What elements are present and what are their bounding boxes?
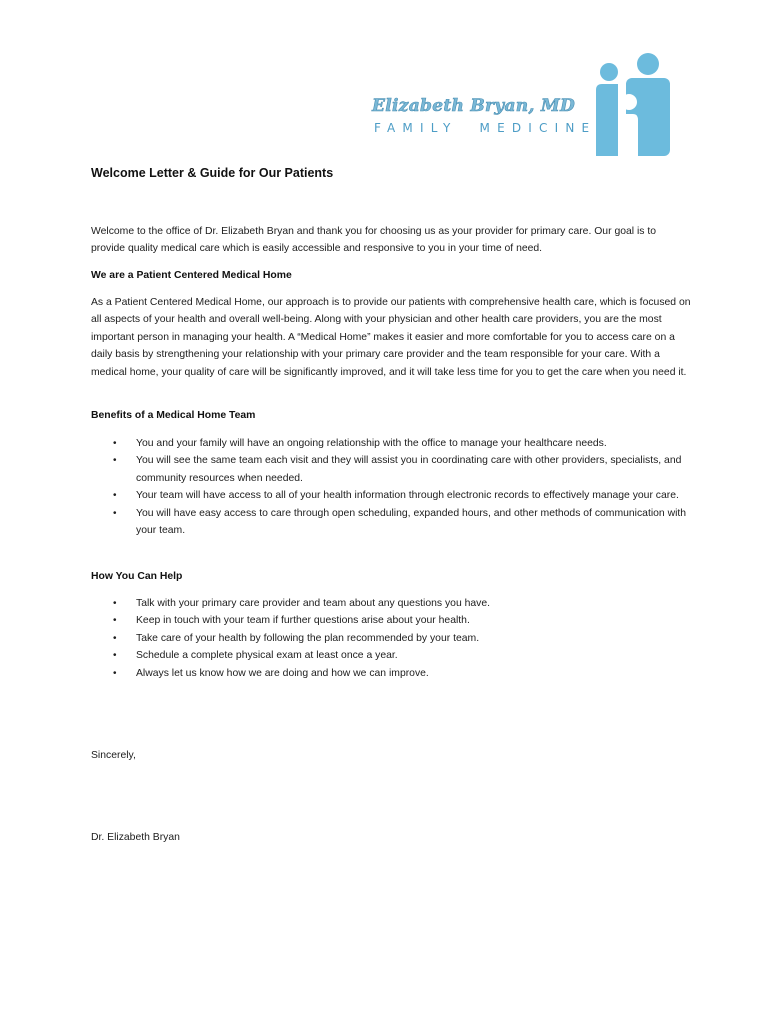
- list-item: • Your team will have access to all of your health information through electronic records to effectively manage your care.: [91, 487, 691, 504]
- logo-specialty: [374, 121, 597, 135]
- pcmh-heading: We are a Patient Centered Medical Home: [91, 270, 292, 281]
- pcmh-paragraph: As a Patient Centered Medical Home, our approach is to provide our patients with comprehensive health care, which is focused on all aspects of your health and overall well-being. Along with your physician and other health care providers, you are the most important person in managing your health. A “Medical Home” makes it easier and more comfortable for you to access care on a daily basis by strengthening your relationship with your primary care provider and the team responsible for your care. With a medical home, your quality of care will be significantly improved, and it will take less time for you to get the care when you need it.: [91, 297, 691, 378]
- list-item: • Talk with your primary care provider and team about any questions you have.: [91, 595, 691, 612]
- benefits-list: [91, 435, 691, 539]
- list-item: • You will see the same team each visit and they will assist you in coordinating care with other providers, specialists, and community resources when needed.: [91, 452, 691, 487]
- closing: Sincerely,: [91, 750, 136, 761]
- logo-practice-name: Elizabeth Bryan, MD: [372, 96, 576, 116]
- letter-title: Welcome Letter & Guide for Our Patients: [91, 166, 334, 180]
- logo-specialty-left: FAMILY: [374, 121, 458, 135]
- list-item: • Keep in touch with your team if further questions arise about your health.: [91, 612, 691, 629]
- help-heading: How You Can Help: [91, 571, 183, 582]
- list-item: • Always let us know how we are doing and how we can improve.: [91, 665, 691, 682]
- list-item: • You will have easy access to care through open scheduling, expanded hours, and other methods of communication with your team.: [91, 505, 691, 540]
- list-item: • Take care of your health by following the plan recommended by your team.: [91, 630, 691, 647]
- intro-paragraph: Welcome to the office of Dr. Elizabeth Bryan and thank you for choosing us as your provider for primary care. Our goal is to provide quality medical care which is easily accessible and responsive to you in your time of need.: [91, 226, 657, 255]
- logo-specialty-right: MEDICINE: [479, 121, 597, 135]
- practice-logo: [372, 50, 672, 160]
- family-figures-icon: [596, 50, 672, 158]
- signer-name: Dr. Elizabeth Bryan: [91, 832, 180, 843]
- help-list: [91, 595, 691, 682]
- benefits-heading: Benefits of a Medical Home Team: [91, 410, 256, 421]
- list-item: • Schedule a complete physical exam at least once a year.: [91, 647, 691, 664]
- list-item: • You and your family will have an ongoing relationship with the office to manage your healthcare needs.: [91, 435, 691, 452]
